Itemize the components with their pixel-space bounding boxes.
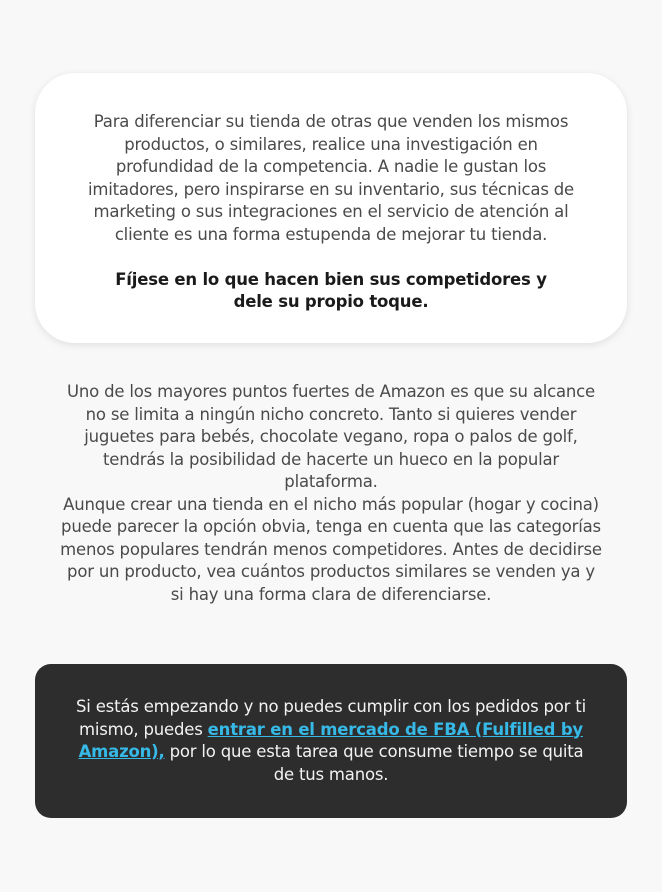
fba-text-after: por lo que esta tarea que consume tiempo se quita de tus manos. [164, 742, 584, 784]
fba-link[interactable]: entrar en el mercado de FBA (Fulfilled by Amazon), [78, 719, 583, 761]
competition-paragraph: Para diferenciar su tienda de otras que venden los mismos productos, o similares, realice una investigación en profundidad de la competencia. A nadie le gustan los imitadores, pero inspirarse en su inventario, sus técnicas de marketing o sus integraciones en el servicio de atención al cliente es una forma estupenda de mejorar tu tienda. [88, 112, 574, 244]
fba-paragraph [71, 696, 591, 786]
niche-section [60, 381, 602, 606]
niche-paragraph-2: Aunque crear una tienda en el nicho más popular (hogar y cocina) puede parecer la opción obvia, tenga en cuenta que las categorías menos populares tendrán menos competidores. Antes de decidirse por un producto, vea cuántos productos similares se venden ya y si hay una forma clara de diferenciarse. [60, 494, 602, 604]
fba-text-before: Si estás empezando y no puedes cumplir con los pedidos por ti mismo, puedes [76, 697, 586, 739]
competition-highlight: Fíjese en lo que hacen bien sus competidores y dele su propio toque. [115, 269, 547, 311]
fba-tip-card [35, 664, 627, 818]
competition-tip-card [35, 73, 627, 343]
niche-paragraph-1: Uno de los mayores puntos fuertes de Amazon es que su alcance no se limita a ningún nicho concreto. Tanto si quieres vender juguetes para bebés, chocolate vegano, ropa o palos de golf, tendrás la posibilidad de hacerte un hueco en la popular plataforma. [67, 382, 595, 491]
